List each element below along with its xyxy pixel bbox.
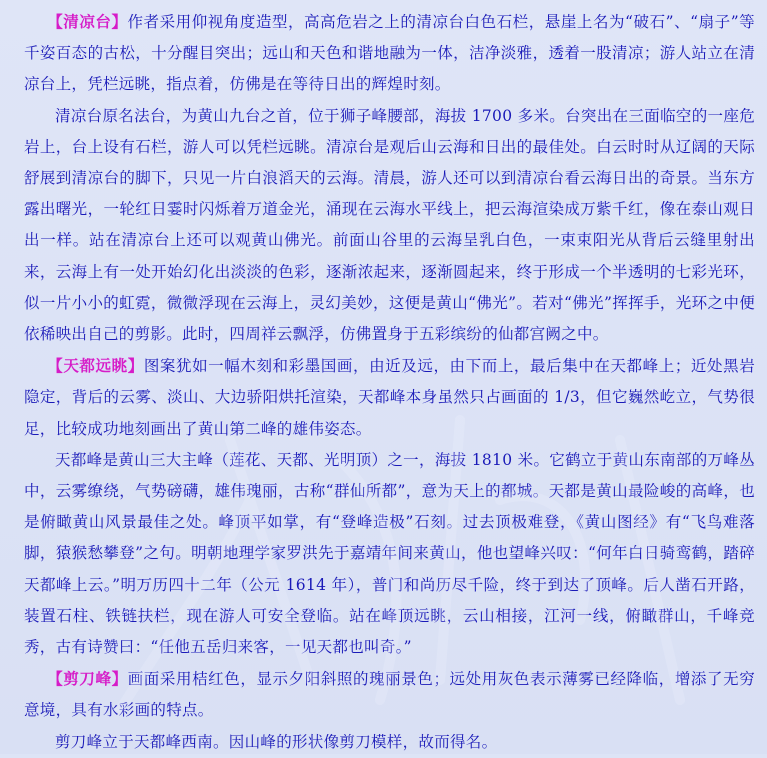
paragraph-qingliangtai-intro [24,6,755,101]
paragraph-text: 天都峰是黄山三大主峰（莲花、天都、光明顶）之一，海拔 1810 米。它鹤立于黄山东南部的万峰丛中，云雾缭绕，气势磅礴，雄伟瑰丽，古称“群仙所都”，意为天上的都城。天都是黄山最险峻的高峰，也是俯瞰黄山风景最佳之处。峰顶平如掌，有“登峰造极”石刻。过去顶极难登，《黄山图经》有“飞鸟难落脚，猿猴愁攀登”之句。明朝地理学家罗洪先于嘉靖年间来黄山，他也望峰兴叹：“何年白日骑鸾鹤，踏碎天都峰上云。”明万历四十二年（公元 1614 年），普门和尚历尽千险，终于到达了顶峰。后人凿石开路，装置石柱、铁链扶栏，现在游人可安全登临。站在峰顶远眺，云山相接，江河一线，俯瞰群山，千峰竞秀，古有诗赞曰：“任他五岳归来客，一见天都也叫奇。” [24,450,755,657]
paragraph-text: 剪刀峰立于天都峰西南。因山峰的形状像剪刀模样，故而得名。 [55,732,498,751]
paragraph-tiandu-detail [24,445,755,663]
section-tag-qingliangtai: 【清凉台】 [47,12,128,31]
paragraph-text: 画面采用桔红色，显示夕阳斜照的瑰丽景色；远处用灰色表示薄雾已经降临，增添了无穷意境，具有水彩画的特点。 [24,670,755,720]
section-tag-jiandao: 【剪刀峰】 [47,669,128,689]
section-tag-tiandu: 【天都远眺】 [47,356,144,376]
paragraph-text: 作者采用仰视角度造型，高高危岩之上的清凉台白色石栏，悬崖上名为“破石”、“扇子”等千姿百态的古松，十分醒目突出；远山和天色和谐地融为一体，洁净淡雅，透着一股清凉；游人站立在清凉台上，凭栏远眺，指点着，仿佛是在等待日出的辉煌时刻。 [24,13,755,94]
paragraph-text: 图案犹如一幅木刻和彩墨国画，由近及远，由下而上，最后集中在天都峰上；近处黑岩隐定，背后的云雾、淡山、大边骄阳烘托渲染，天都峰本身虽然只占画面的 1/3，但它巍然屹立，气势很足，比较成功地刻画出了黄山第二峰的雄伟姿态。 [24,357,755,438]
paragraph-qingliangtai-detail [24,101,755,351]
paragraph-tiandu-intro [24,350,755,445]
paragraph-jiandao-detail [24,727,755,758]
paragraph-jiandao-intro [24,663,755,726]
paragraph-text: 清凉台原名法台，为黄山九台之首，位于狮子峰腰部，海拔 1700 多米。台突出在三面临空的一座危岩上，台上设有石栏，游人可以凭栏远眺。清凉台是观后山云海和日出的最佳处。白云时时从辽阔的天际舒展到清凉台的脚下，只见一片白浪滔天的云海。清晨，游人还可以到清凉台看云海日出的奇景。当东方露出曙光，一轮红日霎时闪烁着万道金光，涌现在云海水平线上，把云海渲染成万紫千红，像在泰山观日出一样。站在清凉台上还可以观黄山佛光。前面山谷里的云海呈乳白色，一束束阳光从背后云缝里射出来，云海上有一处开始幻化出淡淡的色彩，逐渐浓起来，逐渐圆起来，终于形成一个半透明的七彩光环，似一片小小的虹霓，微微浮现在云海上，灵幻美妙，这便是黄山“佛光”。若对“佛光”挥挥手，光环之中便依稀映出自己的剪影。此时，四周祥云飘浮，仿佛置身于五彩缤纷的仙都宫阙之中。 [24,106,755,344]
